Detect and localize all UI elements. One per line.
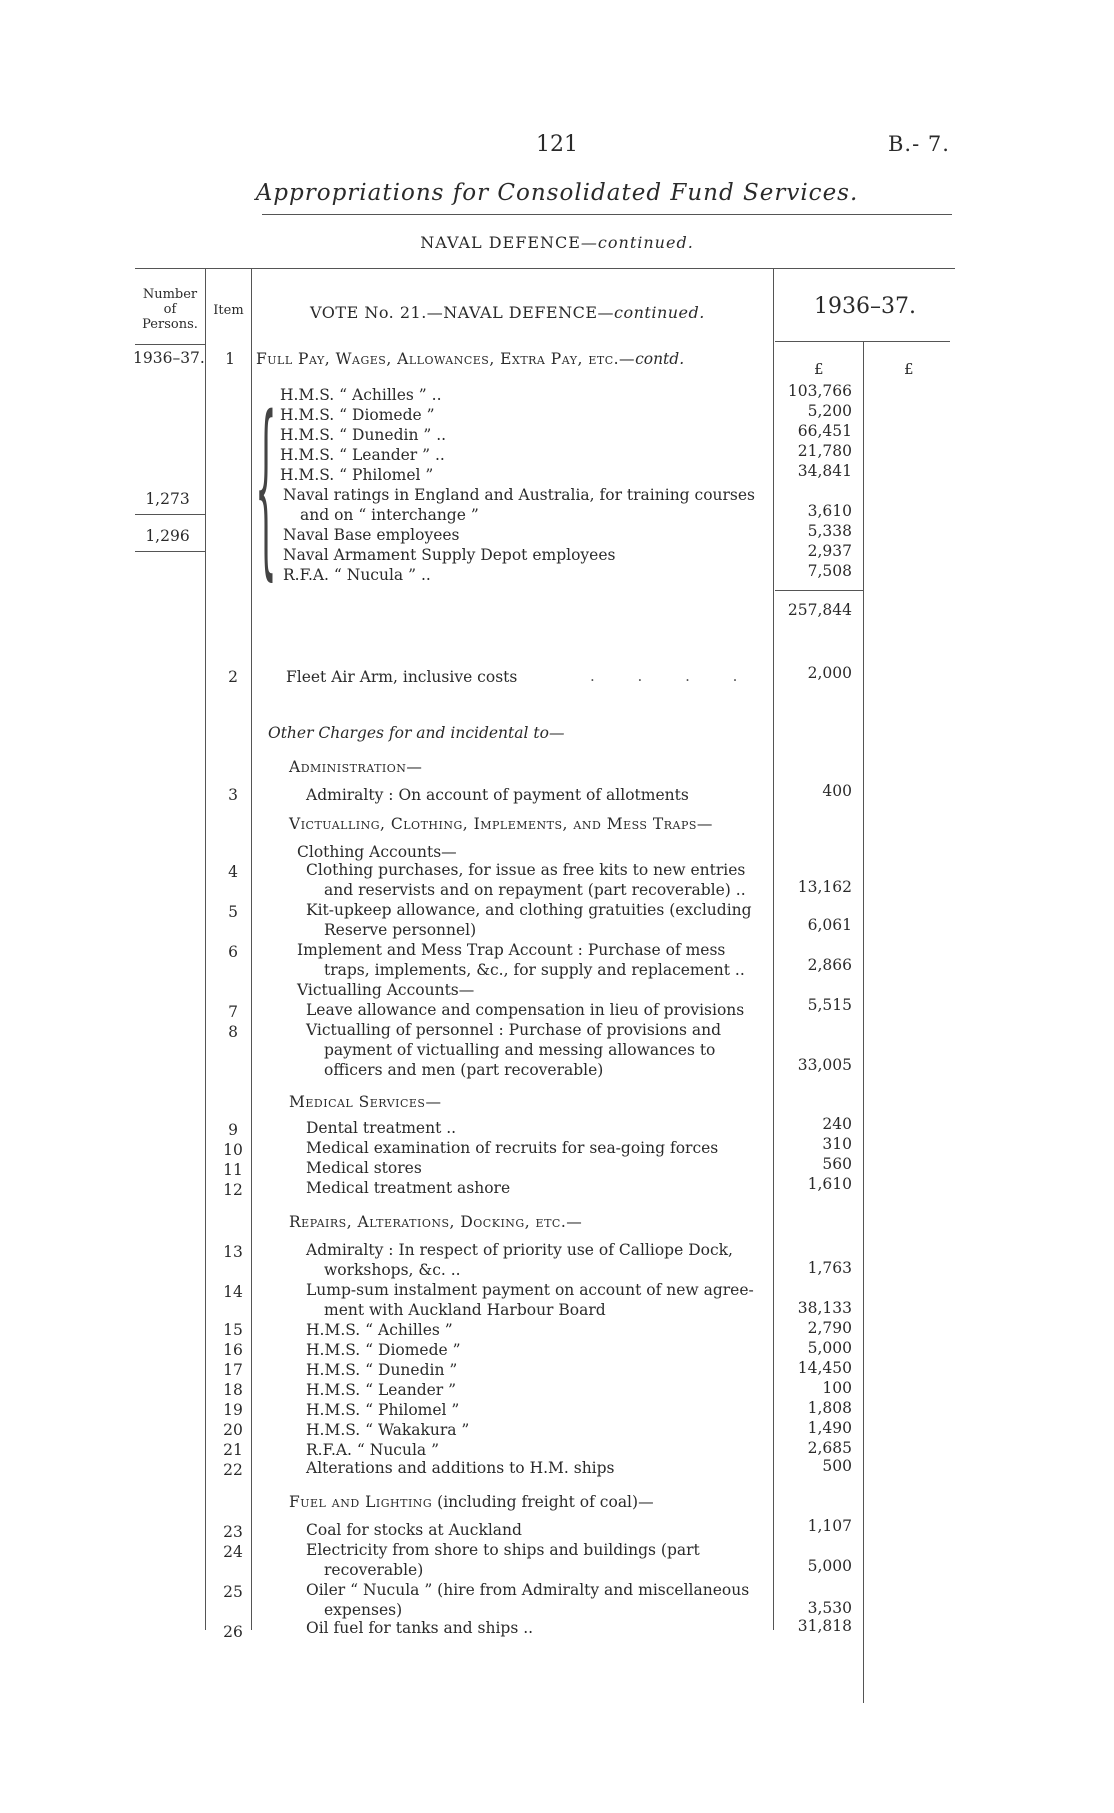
item1-amount: 34,841	[797, 462, 852, 480]
item-label: Oiler “ Nucula ” (hire from Admiralty and miscellaneous	[306, 1581, 750, 1599]
item-label: officers and men (part recoverable)	[324, 1061, 604, 1079]
item1-line: R.F.A. “ Nucula ” ..	[283, 566, 431, 584]
item2-amount: 2,000	[807, 664, 852, 682]
item-number: 18	[223, 1381, 243, 1399]
item1-line: Naval Base employees	[283, 526, 460, 544]
repairs-heading: Repairs, Alterations, Docking, etc.—	[289, 1213, 583, 1231]
subtitle-main: NAVAL DEFENCE	[420, 233, 581, 252]
item-amount: 1,763	[807, 1259, 852, 1277]
fuel-heading-text: Fuel and Lighting	[289, 1493, 433, 1511]
item-label: expenses)	[324, 1601, 403, 1619]
subtotal-rule	[775, 590, 863, 591]
item1-line: H.M.S. “ Achilles ” ..	[280, 386, 442, 404]
item-amount: 31,818	[797, 1617, 852, 1635]
item-header: Item	[213, 303, 244, 318]
item-number: 3	[228, 786, 238, 804]
item-amount: 14,450	[797, 1359, 852, 1377]
vote-title-main: VOTE No. 21.—NAVAL DEFENCE—	[310, 303, 614, 322]
item-number: 8	[228, 1023, 238, 1041]
item-label: traps, implements, &c., for supply and replacement ..	[324, 961, 745, 979]
item1-line: H.M.S. “ Diomede ”	[280, 406, 435, 424]
item-number: 17	[223, 1361, 243, 1379]
item-amount: 2,790	[807, 1319, 852, 1337]
item1-line: Naval Armament Supply Depot employees	[283, 546, 616, 564]
item-label: H.M.S. “ Philomel ”	[306, 1401, 460, 1419]
item-label: Lump-sum instalment payment on account of new agree-	[306, 1281, 754, 1299]
item-number: 5	[228, 903, 238, 921]
item-amount: 310	[822, 1135, 852, 1153]
item-number: 6	[228, 943, 238, 961]
item-label: H.M.S. “ Achilles ”	[306, 1321, 453, 1339]
victualling-heading: Victualling, Clothing, Implements, and Mess Traps—	[289, 815, 713, 833]
item1-amount: 2,937	[807, 542, 852, 560]
item-label: Implement and Mess Trap Account : Purchase of mess	[297, 941, 726, 959]
persons-count: 1,273	[145, 490, 190, 508]
vote-title	[310, 303, 705, 322]
item-amount: 3,530	[807, 1599, 852, 1617]
item-label: H.M.S. “ Leander ”	[306, 1381, 457, 1399]
item-amount: 5,000	[807, 1339, 852, 1357]
item-label: Medical stores	[306, 1159, 422, 1177]
item-label: Electricity from shore to ships and buildings (part	[306, 1541, 700, 1559]
medical-heading: Medical Services—	[289, 1093, 442, 1111]
page-number: 121	[536, 132, 578, 157]
fuel-heading	[289, 1492, 654, 1512]
item-number: 4	[228, 863, 238, 881]
item-number: 2	[228, 668, 238, 686]
vote-title-continued: continued.	[614, 303, 705, 322]
item-label: Coal for stocks at Auckland	[306, 1521, 522, 1539]
item-label: R.F.A. “ Nucula ”	[306, 1441, 440, 1459]
item-label: Medical examination of recruits for sea-going forces	[306, 1139, 719, 1157]
item1-line: and on “ interchange ”	[300, 506, 479, 524]
item-number: 22	[223, 1461, 243, 1479]
item-label: Reserve personnel)	[324, 921, 477, 939]
item1-line: H.M.S. “ Philomel ”	[280, 466, 434, 484]
item-amount: 1,490	[807, 1419, 852, 1437]
item1-amount: 5,338	[807, 522, 852, 540]
clothing-heading: Clothing Accounts—	[297, 843, 457, 861]
page-title: Appropriations for Consolidated Fund Services.	[255, 180, 859, 206]
pound-sign-total: £	[904, 360, 914, 378]
item-number: 11	[223, 1161, 243, 1179]
item1-amount: 21,780	[797, 442, 852, 460]
other-charges-heading: Other Charges for and incidental to—	[268, 724, 565, 742]
item-amount: 240	[822, 1115, 852, 1133]
item-amount: 1,610	[807, 1175, 852, 1193]
persons-year: 1936–37.	[133, 349, 205, 367]
item-label: Admiralty : On account of payment of allotments	[306, 786, 689, 804]
item1-line: H.M.S. “ Leander ” ..	[280, 446, 445, 464]
item-label: ment with Auckland Harbour Board	[324, 1301, 606, 1319]
table-top-rule	[135, 268, 955, 269]
fuel-heading-rest: (including freight of coal)—	[437, 1493, 654, 1511]
item-label: Kit-upkeep allowance, and clothing gratuities (excluding	[306, 901, 752, 919]
item-amount: 38,133	[797, 1299, 852, 1317]
item-number: 12	[223, 1181, 243, 1199]
item-number: 13	[223, 1243, 243, 1261]
item-column-rule	[251, 268, 252, 1630]
persons-column-rule	[205, 268, 206, 1630]
item-amount: 5,515	[807, 996, 852, 1014]
total-column-rule	[863, 341, 864, 1703]
item-amount: 1,808	[807, 1399, 852, 1417]
item1-total: 257,844	[787, 601, 852, 619]
item-label: Admiralty : In respect of priority use of Calliope Dock,	[306, 1241, 733, 1259]
persons-rule	[135, 514, 205, 515]
item1-amount: 103,766	[787, 382, 852, 400]
item1-heading	[256, 349, 684, 369]
item-label: H.M.S. “ Wakakura ”	[306, 1421, 470, 1439]
year-column-header: 1936–37.	[814, 294, 916, 319]
item-amount: 500	[822, 1457, 852, 1475]
item-number: 24	[223, 1543, 243, 1561]
item-label: H.M.S. “ Diomede ”	[306, 1341, 461, 1359]
item-number: 1	[225, 350, 235, 368]
item-amount: 2,866	[807, 956, 852, 974]
item-number: 19	[223, 1401, 243, 1419]
item-label: Oil fuel for tanks and ships ..	[306, 1619, 534, 1637]
item-amount: 2,685	[807, 1439, 852, 1457]
item-amount: 1,107	[807, 1517, 852, 1535]
title-rule	[262, 214, 952, 215]
subtitle-continued: —continued.	[580, 233, 694, 252]
item-amount: 6,061	[807, 916, 852, 934]
victualling-accounts-heading: Victualling Accounts—	[297, 981, 475, 999]
item-label: recoverable)	[324, 1561, 424, 1579]
item-label: payment of victualling and messing allowances to	[324, 1041, 716, 1059]
item-label: Victualling of personnel : Purchase of provisions and	[306, 1021, 722, 1039]
persons-rule	[135, 551, 205, 552]
pound-sign-amount: £	[814, 360, 824, 378]
item2-label: Fleet Air Arm, inclusive costs	[286, 668, 518, 686]
item-number: 16	[223, 1341, 243, 1359]
item-label: Medical treatment ashore	[306, 1179, 511, 1197]
item1-amount: 66,451	[797, 422, 852, 440]
item-label: Dental treatment ..	[306, 1119, 457, 1137]
item1-heading-contd: contd.	[635, 350, 685, 368]
item-label: and reservists and on repayment (part recoverable) ..	[324, 881, 746, 899]
item-number: 26	[223, 1623, 243, 1641]
item-amount: 400	[822, 782, 852, 800]
item-number: 10	[223, 1141, 243, 1159]
item-number: 9	[228, 1121, 238, 1139]
item-number: 14	[223, 1283, 243, 1301]
item-label: workshops, &c. ..	[324, 1261, 461, 1279]
item-number: 7	[228, 1003, 238, 1021]
item1-line: H.M.S. “ Dunedin ” ..	[280, 426, 447, 444]
item-number: 23	[223, 1523, 243, 1541]
leader-dots: . . . .	[590, 667, 757, 685]
item-number: 25	[223, 1583, 243, 1601]
item-label: Leave allowance and compensation in lieu of provisions	[306, 1001, 745, 1019]
item1-line: Naval ratings in England and Australia, for training courses	[283, 486, 756, 504]
persons-count: 1,296	[145, 527, 190, 545]
item-label: Clothing purchases, for issue as free kits to new entries	[306, 861, 746, 879]
left-brace-icon: {	[255, 376, 277, 597]
item1-amount: 7,508	[807, 562, 852, 580]
item-label: H.M.S. “ Dunedin ”	[306, 1361, 458, 1379]
item-number: 15	[223, 1321, 243, 1339]
item-amount: 100	[822, 1379, 852, 1397]
section-subtitle	[0, 233, 1114, 252]
item1-amount: 5,200	[807, 402, 852, 420]
item-amount: 13,162	[797, 878, 852, 896]
administration-heading: Administration—	[289, 758, 423, 776]
item-number: 20	[223, 1421, 243, 1439]
item-amount: 33,005	[797, 1056, 852, 1074]
document-reference: B.- 7.	[888, 132, 950, 156]
item-amount: 560	[822, 1155, 852, 1173]
item1-amount: 3,610	[807, 502, 852, 520]
item-number: 21	[223, 1441, 243, 1459]
item1-heading-text: Full Pay, Wages, Allowances, Extra Pay, etc.—	[256, 350, 636, 368]
item-label: Alterations and additions to H.M. ships	[306, 1459, 615, 1477]
persons-header-rule	[135, 344, 205, 345]
persons-header: Number of Persons.	[142, 287, 198, 332]
item-amount: 5,000	[807, 1557, 852, 1575]
